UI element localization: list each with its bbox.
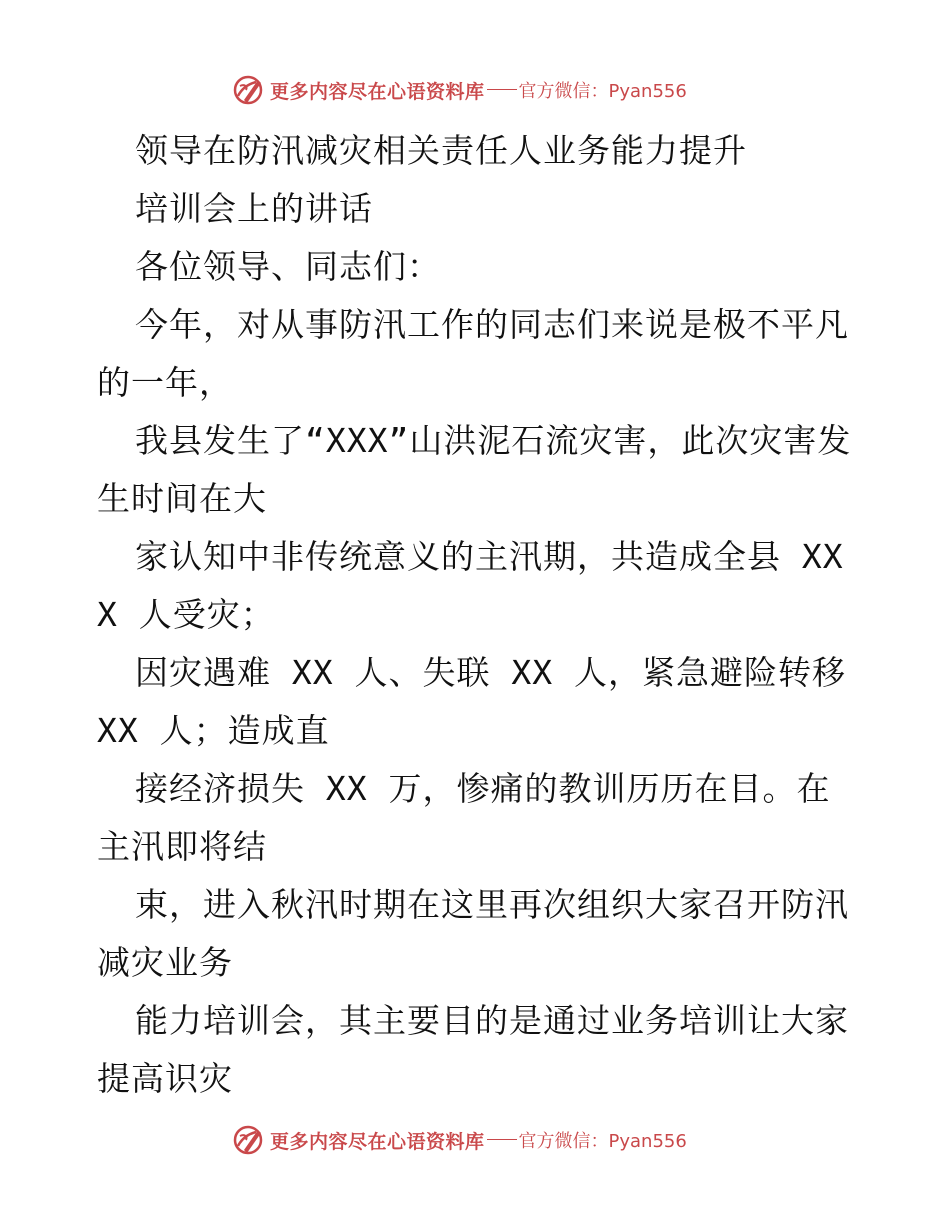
salutation: 各位领导、同志们： xyxy=(135,247,441,286)
pen-logo-icon xyxy=(232,1124,264,1156)
document-title-line-2: 培训会上的讲话 xyxy=(135,189,373,228)
paragraph: 今年，对从事防汛工作的同志们来说是极不平凡的一年， xyxy=(97,305,849,402)
header-watermark xyxy=(232,73,687,107)
paragraph: 接经济损失 XX 万，惨痛的教训历历在目。在主汛即将结 xyxy=(97,769,831,866)
paragraph: 我县发生了“XXX”山洪泥石流灾害，此次灾害发生时间在大 xyxy=(97,421,852,518)
header-banner-sub: 官方微信：Pyan556 xyxy=(518,81,687,102)
paragraph: 能力培训会，其主要目的是通过业务培训让大家提高识灾 xyxy=(97,1001,849,1098)
document-body xyxy=(97,122,857,1108)
document-title-line-1: 领导在防汛减灾相关责任人业务能力提升 xyxy=(135,131,747,170)
header-dash xyxy=(487,89,517,90)
header-banner-text: 更多内容尽在心语资料库 xyxy=(270,80,485,103)
paragraph: 家认知中非传统意义的主汛期，共造成全县 XXX 人受灾； xyxy=(97,537,844,634)
pen-logo-icon xyxy=(232,74,264,106)
footer-banner-sub: 官方微信：Pyan556 xyxy=(518,1131,687,1152)
footer-banner-text: 更多内容尽在心语资料库 xyxy=(270,1130,485,1153)
paragraph: 因灾遇难 XX 人、失联 XX 人，紧急避险转移 XX 人；造成直 xyxy=(97,653,846,750)
footer-watermark xyxy=(232,1123,687,1157)
paragraph: 束，进入秋汛时期在这里再次组织大家召开防汛减灾业务 xyxy=(97,885,849,982)
footer-dash xyxy=(487,1139,517,1140)
